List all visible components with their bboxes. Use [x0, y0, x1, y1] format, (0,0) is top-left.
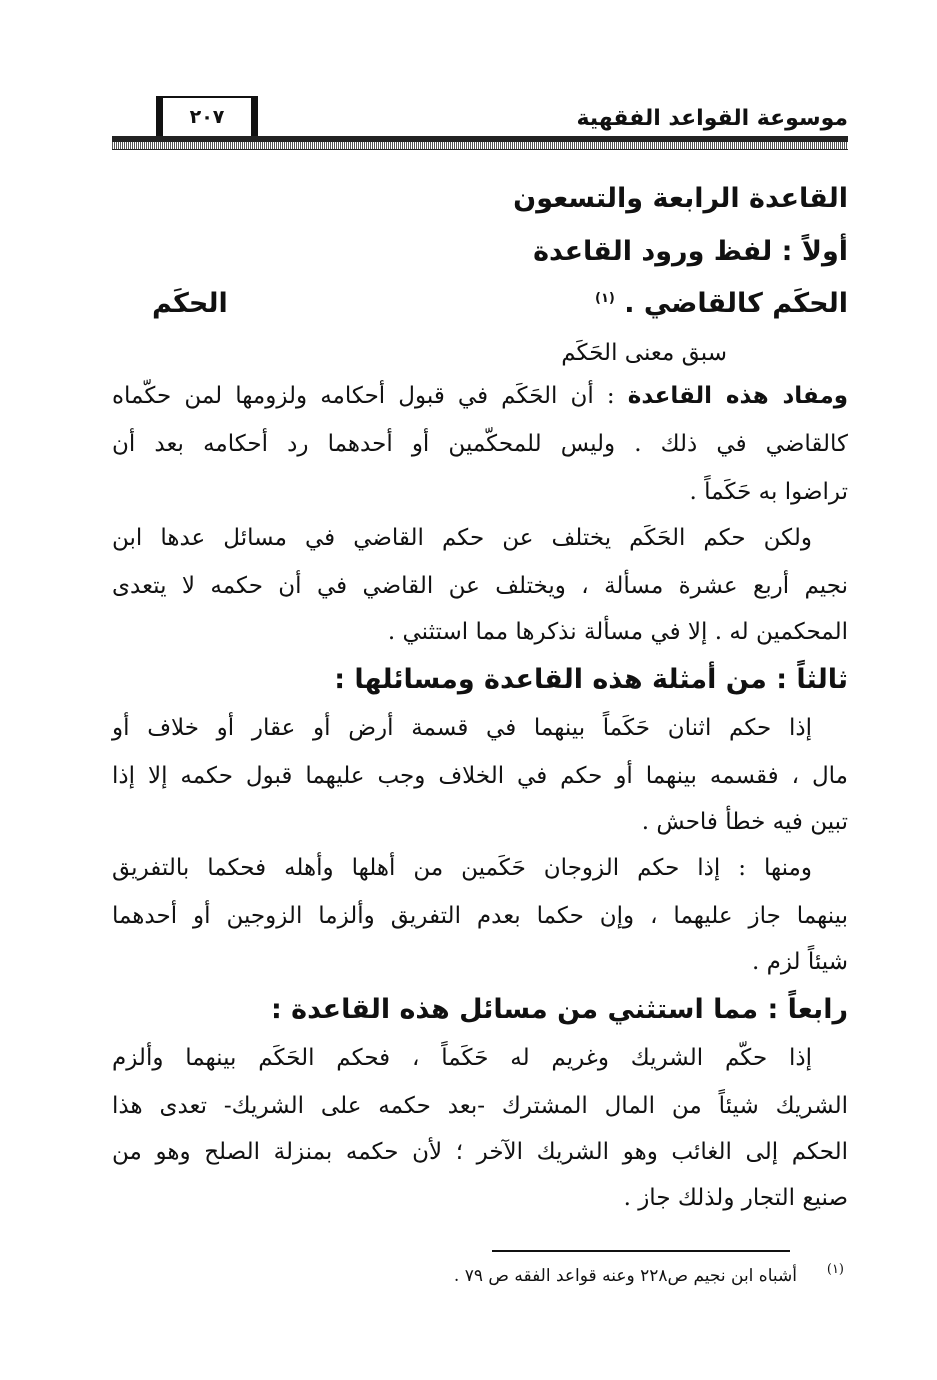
header-rule-pattern [112, 142, 848, 150]
footnote-ref: (١) [595, 291, 615, 306]
paragraph-line: إذا حكّم الشريك وغريم له حَكَماً ، فحكم الحَكَم بينهما وألزم [112, 1045, 812, 1071]
paragraph-line: مال ، فقسمه بينهما أو حكم في الخلاف وجب عليهما قبول حكمه إلا إذا [112, 763, 848, 789]
page-number: ٢٠٧ [156, 96, 258, 138]
paragraph-line: إذا حكم اثنان حَكَماً بينهما في قسمة أرض أو عقار أو خلاف أو [112, 715, 812, 741]
paragraph-line: ومنها : إذا حكم الزوجان حَكَمين من أهلها وأهله فحكما بالتفريق [112, 855, 812, 881]
paragraph-text: : أن الحَكَم في قبول أحكامه ولزومها لمن حكّماه [112, 383, 615, 409]
section-heading-1: أولاً : لفظ ورود القاعدة [533, 236, 848, 267]
paragraph-line: كالقاضي في ذلك . وليس للمحكّمين أو أحدهما رد أحكامه بعد أن [112, 431, 848, 457]
paragraph-line: تبين فيه خطأ فاحش . [641, 809, 848, 835]
paragraph-line: نجيم أربع عشرة مسألة ، ويختلف عن القاضي في أن حكمه لا يتعدى [112, 573, 848, 599]
section-heading-3: ثالثاً : من أمثلة هذه القاعدة ومسائلها : [334, 664, 848, 695]
footnote-separator [492, 1250, 790, 1252]
footnote-mark: (١) [826, 1262, 844, 1277]
rule-text: الحكَم كالقاضي . [624, 288, 848, 319]
rule-title: القاعدة الرابعة والتسعون [513, 183, 848, 214]
paragraph-line: ولكن حكم الحَكَم يختلف عن حكم القاضي في مسائل عدها ابن [112, 525, 812, 551]
running-header [112, 96, 848, 152]
paragraph-line: صنيع التجار ولذلك جاز . [623, 1185, 848, 1211]
paragraph-line: الشريك شيئاً من المال المشترك -بعد حكمه على الشريك- تعدى هذا [112, 1093, 848, 1119]
paragraph-line: الحكم إلى الغائب وهو الشريك الآخر ؛ لأن حكمه بمنزلة الصلح وهو من [112, 1139, 848, 1165]
lead-phrase: ومفاد هذه القاعدة [627, 383, 848, 409]
paragraph-line [112, 383, 848, 409]
paragraph-line: المحكمين له . إلا في مسألة نذكرها مما استثني . [387, 619, 848, 645]
footnote-text: أشباه ابن نجيم ص٢٢٨ وعنه قواعد الفقه ص ٧٩ . [453, 1266, 797, 1286]
rule-statement [595, 288, 848, 319]
book-title: موسوعة القواعد الفقهية [576, 106, 848, 131]
margin-keyword: الحكَم [152, 288, 228, 319]
meaning-line: سبق معنى الحَكَم [561, 340, 727, 366]
paragraph-line: بينهما جاز عليهما ، وإن حكما بعدم التفريق وألزما الزوجين أو أحدهما [112, 903, 848, 929]
paragraph-line: شيئاً لزم . [751, 949, 848, 975]
paragraph-line: تراضوا به حَكَماً . [689, 479, 848, 505]
section-heading-4: رابعاً : مما استثني من مسائل هذه القاعدة : [270, 994, 848, 1025]
